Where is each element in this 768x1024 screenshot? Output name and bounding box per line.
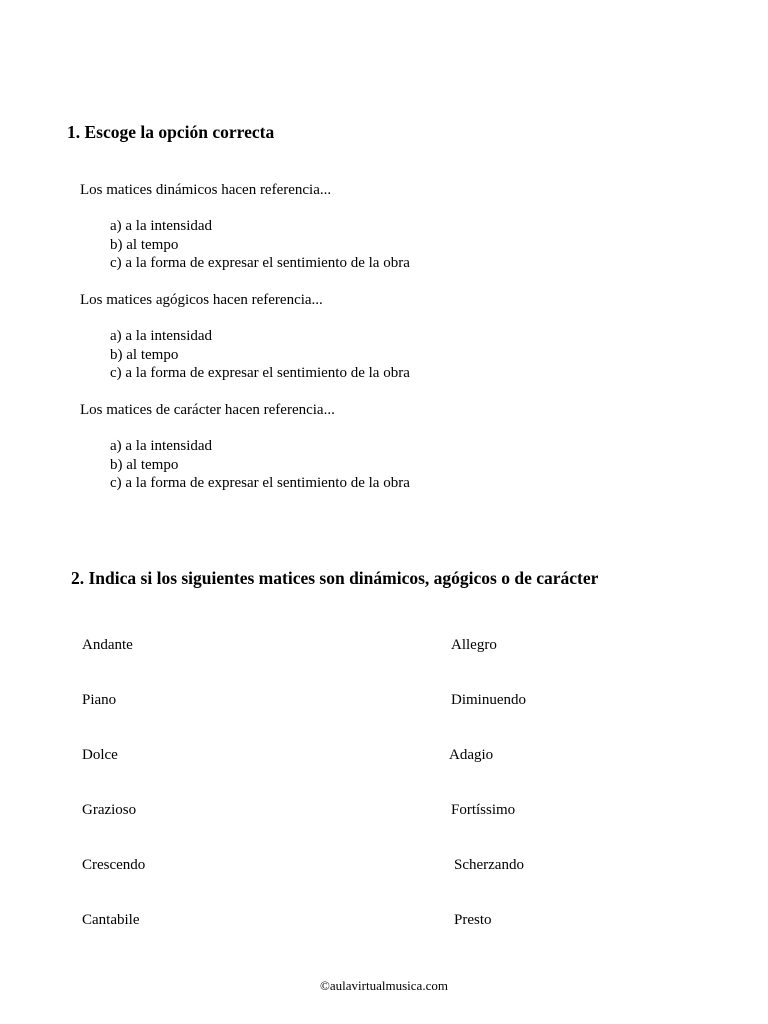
term-left-5: Crescendo bbox=[82, 857, 146, 873]
option-b: b) al tempo bbox=[110, 236, 179, 253]
term-left-2: Piano bbox=[82, 692, 117, 708]
section2-title: 2. Indica si los siguientes matices son dinámicos, agógicos o de carácter bbox=[71, 568, 599, 588]
question-1-options bbox=[110, 217, 410, 273]
question-2-options bbox=[110, 327, 410, 383]
question-3-prompt: Los matices de carácter hacen referencia... bbox=[80, 402, 335, 418]
term-left-1: Andante bbox=[82, 637, 133, 653]
footer-copyright: ©aulavirtualmusica.com bbox=[320, 978, 448, 993]
option-c: c) a la forma de expresar el sentimiento de la obra bbox=[110, 475, 410, 491]
question-1-prompt: Los matices dinámicos hacen referencia... bbox=[80, 182, 332, 198]
section1-title: 1. Escoge la opción correcta bbox=[67, 122, 275, 142]
term-left-4: Grazioso bbox=[82, 802, 137, 818]
option-b: b) al tempo bbox=[110, 456, 179, 473]
term-right-2: Diminuendo bbox=[451, 692, 526, 708]
option-a: a) a la intensidad bbox=[110, 218, 213, 234]
option-c: c) a la forma de expresar el sentimiento de la obra bbox=[110, 255, 410, 271]
option-a: a) a la intensidad bbox=[110, 438, 213, 454]
option-a: a) a la intensidad bbox=[110, 328, 213, 344]
term-right-4: Fortíssimo bbox=[451, 802, 516, 818]
term-right-5: Scherzando bbox=[454, 857, 524, 873]
option-b: b) al tempo bbox=[110, 346, 179, 363]
term-right-3: Adagio bbox=[449, 747, 494, 763]
question-3-options bbox=[110, 437, 410, 493]
question-2-prompt: Los matices agógicos hacen referencia... bbox=[80, 292, 323, 308]
term-left-3: Dolce bbox=[82, 747, 118, 763]
term-right-6: Presto bbox=[454, 912, 492, 928]
option-c: c) a la forma de expresar el sentimiento de la obra bbox=[110, 365, 410, 381]
term-left-6: Cantabile bbox=[82, 912, 140, 928]
term-right-1: Allegro bbox=[451, 637, 497, 653]
